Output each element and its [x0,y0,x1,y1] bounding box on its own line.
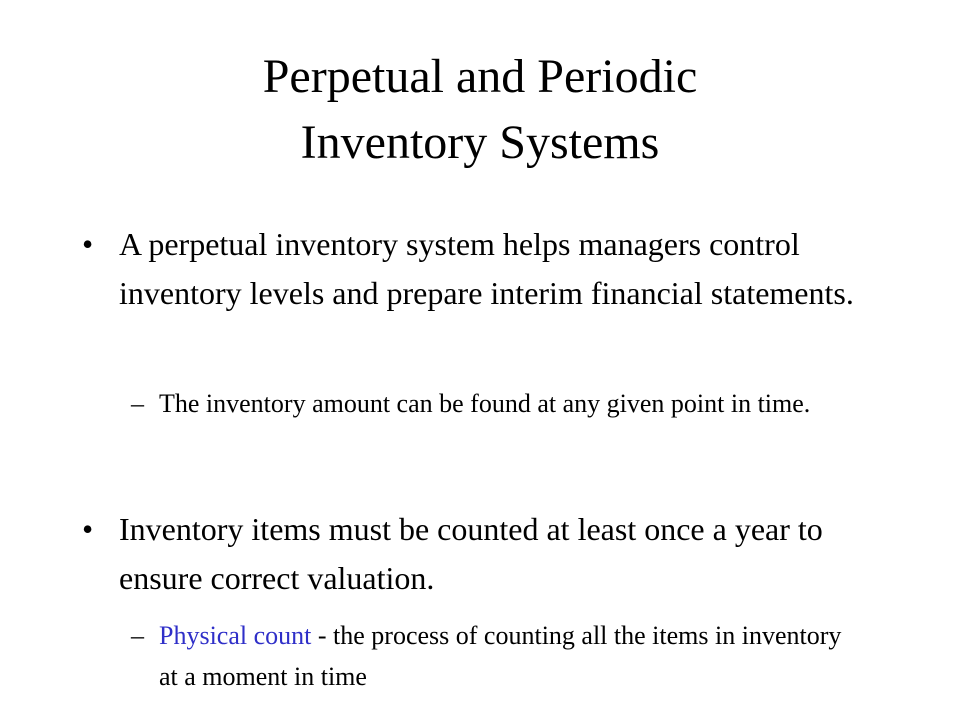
bullet-marker: • [82,226,94,262]
bullet-marker: • [82,511,94,547]
term-physical-count: Physical count [159,621,312,650]
sub-bullet-2-text [131,615,861,697]
slide-title-line-1: Perpetual and Periodic [262,50,698,103]
sub-bullet-2 [131,615,861,697]
bullet-2-text: Inventory items must be counted at least once a year to ensure correct valuation. [119,511,823,596]
sub-bullet-2-definition: - the process of counting all the items in inventory at a moment in time [159,621,842,691]
sub-bullet-1 [131,383,861,424]
bullet-1-text: A perpetual inventory system helps managers control inventory levels and prepare interim financial statements. [119,226,854,311]
bullet-1 [82,220,882,318]
sub-bullet-1-text: The inventory amount can be found at any given point in time. [159,389,811,418]
slide-title-line-2: Inventory Systems [300,116,660,169]
sub-bullet-marker: – [131,621,144,650]
bullet-2 [82,505,882,603]
slide-title [0,44,960,176]
sub-bullet-marker: – [131,389,144,418]
